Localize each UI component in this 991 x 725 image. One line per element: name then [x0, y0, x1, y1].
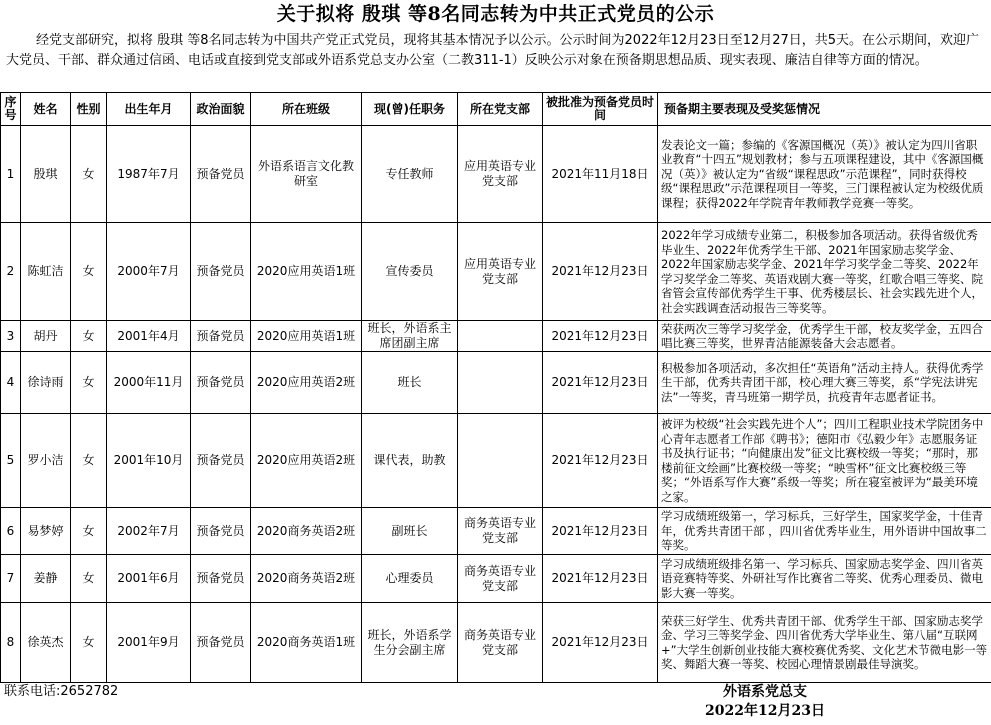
cell-approved: 2021年12月23日	[543, 508, 658, 555]
intro-paragraph: 经党支部研究，拟将 殷琪 等8名同志转为中国共产党正式党员，现将其基本情况予以公示。公示时间为2022年12月23日至12月27日，共5天。在公示期间，欢迎广大党员、干部、群众通过信函、电话或直接到党支部或外语系党总支办公室（二教311-1）反映公示对象在预备期思想品质、现实表现、廉洁自律等方面的情况。	[6, 33, 980, 68]
cell-performance: 学习成绩班级第一，学习标兵，三好学生，国家奖学金，十佳青年，优秀共青团干部 ，四川省优秀毕业生，用外语讲中国故事二等奖。	[658, 508, 991, 555]
table-row	[1, 508, 991, 555]
cell-seq: 8	[1, 603, 21, 683]
cell-performance: 被评为校级“社会实践先进个人”；四川工程职业技术学院团务中心青年志愿者工作部《聘书》；德阳市《弘毅少年》志愿服务证书及执行证书；“向健康出发”征文比赛校级一等奖；“那时，那楼前征文绘画”比赛校级一等奖；“映雪杯”征文比赛校级三等奖；“外语系写作大赛”系级一等奖；所在寝室被评为“最美环境之家。	[658, 414, 991, 508]
cell-class: 2020商务英语2班	[251, 555, 362, 603]
cell-birth: 2001年9月	[107, 603, 191, 683]
cell-performance: 荣获两次三等学习奖学金，优秀学生干部，校友奖学金，五四合唱比赛三等奖，世界青洁能源装备大会志愿者。	[658, 321, 991, 352]
cell-seq: 2	[1, 223, 21, 321]
header-approved: 被批准为预备党员时间	[543, 93, 658, 126]
header-branch: 所在党支部	[458, 93, 543, 126]
cell-position: 班长	[362, 352, 458, 414]
cell-position: 宣传委员	[362, 223, 458, 321]
cell-position: 专任教师	[362, 126, 458, 223]
header-class: 所在班级	[251, 93, 362, 126]
cell-class: 2020商务英语2班	[251, 508, 362, 555]
table-row	[1, 555, 991, 603]
cell-class: 2020应用英语1班	[251, 321, 362, 352]
header-political: 政治面貌	[191, 93, 251, 126]
table-row	[1, 603, 991, 683]
cell-class: 外语系语言文化教研室	[251, 126, 362, 223]
page-title: 关于拟将 殷琪 等8名同志转为中共正式党员的公示	[276, 3, 715, 25]
cell-branch: 商务英语专业党支部	[458, 555, 543, 603]
table-header-row	[1, 93, 991, 126]
header-gender: 性别	[71, 93, 107, 126]
cell-approved: 2021年12月23日	[543, 555, 658, 603]
cell-class: 2020应用英语2班	[251, 414, 362, 508]
cell-seq: 5	[1, 414, 21, 508]
cell-political: 预备党员	[191, 126, 251, 223]
cell-name: 殷琪	[21, 126, 71, 223]
cell-birth: 2002年7月	[107, 508, 191, 555]
cell-gender: 女	[71, 352, 107, 414]
cell-approved: 2021年12月23日	[543, 414, 658, 508]
cell-name: 陈虹洁	[21, 223, 71, 321]
cell-seq: 3	[1, 321, 21, 352]
table-row	[1, 352, 991, 414]
cell-branch: 商务英语专业党支部	[458, 508, 543, 555]
cell-political: 预备党员	[191, 508, 251, 555]
cell-gender: 女	[71, 555, 107, 603]
issuing-office: 外语系党总支	[723, 684, 807, 700]
table-row	[1, 321, 991, 352]
cell-gender: 女	[71, 223, 107, 321]
header-birth: 出生年月	[107, 93, 191, 126]
signature-block	[690, 683, 840, 721]
cell-branch	[458, 321, 543, 352]
cell-gender: 女	[71, 414, 107, 508]
footer	[0, 683, 991, 722]
cell-name: 胡丹	[21, 321, 71, 352]
cell-performance: 积极参加各项活动，多次担任“英语角”活动主持人。获得优秀学生干部，优秀共青团干部，校心理大赛三等奖，系“学宪法讲宪法”一等奖，青马班第一期学员，抗疫青年志愿者证书。	[658, 352, 991, 414]
cell-name: 徐诗雨	[21, 352, 71, 414]
cell-name: 罗小洁	[21, 414, 71, 508]
cell-political: 预备党员	[191, 555, 251, 603]
cell-name: 徐英杰	[21, 603, 71, 683]
cell-birth: 2001年6月	[107, 555, 191, 603]
cell-political: 预备党员	[191, 414, 251, 508]
cell-gender: 女	[71, 603, 107, 683]
header-position: 现(曾)任职务	[362, 93, 458, 126]
cell-gender: 女	[71, 321, 107, 352]
table-row	[1, 223, 991, 321]
cell-birth: 1987年7月	[107, 126, 191, 223]
cell-approved: 2021年12月23日	[543, 352, 658, 414]
cell-branch	[458, 414, 543, 508]
cell-approved: 2021年12月23日	[543, 321, 658, 352]
cell-birth: 2000年11月	[107, 352, 191, 414]
cell-approved: 2021年12月23日	[543, 603, 658, 683]
cell-performance: 荣获三好学生、优秀共青团干部、优秀学生干部、国家励志奖学金、学习三等奖学金、四川省优秀大学毕业生、第八届“互联网+”大学生创新创业技能大赛校赛优秀奖、文化艺术节微电影一等奖、舞蹈大赛一等奖、校园心理情景剧最佳导演奖。	[658, 603, 991, 683]
cell-seq: 1	[1, 126, 21, 223]
cell-birth: 2001年4月	[107, 321, 191, 352]
cell-approved: 2021年12月23日	[543, 223, 658, 321]
cell-position: 班长，外语系学生分会副主席	[362, 603, 458, 683]
cell-class: 2020商务英语1班	[251, 603, 362, 683]
cell-branch: 应用英语专业党支部	[458, 223, 543, 321]
cell-political: 预备党员	[191, 321, 251, 352]
cell-class: 2020应用英语1班	[251, 223, 362, 321]
header-seq: 序号	[1, 93, 21, 126]
cell-gender: 女	[71, 508, 107, 555]
cell-branch: 商务英语专业党支部	[458, 603, 543, 683]
cell-birth: 2001年10月	[107, 414, 191, 508]
cell-performance: 学习成绩班级排名第一、学习标兵、国家励志奖学金、四川省英语竞赛特等奖、外研社写作比赛省二等奖、优秀心理委员、微电影大赛一等奖。	[658, 555, 991, 603]
cell-political: 预备党员	[191, 352, 251, 414]
cell-gender: 女	[71, 126, 107, 223]
cell-position: 班长，外语系主席团副主席	[362, 321, 458, 352]
cell-performance: 2022年学习成绩专业第二，积极参加各项活动。获得省级优秀毕业生、2022年优秀学生干部、2021年国家励志奖学金、2022年国家励志奖学金、2021年学习奖学金二等奖、2022年学习奖学金二等奖、英语戏剧大赛一等奖，红歌合唱三等奖、院省管会宣传部优秀学生干事、优秀楼层长、社会实践先进个人，社会实践调查活动报告三等奖等。	[658, 223, 991, 321]
cell-approved: 2021年11月18日	[543, 126, 658, 223]
candidate-table	[0, 92, 991, 683]
cell-class: 2020应用英语2班	[251, 352, 362, 414]
cell-position: 心理委员	[362, 555, 458, 603]
header-performance: 预备期主要表现及受奖惩情况	[658, 93, 991, 126]
cell-performance: 发表论文一篇；参编的《客源国概况（英）》被认定为四川省职业教育“十四五”规划教材；参与五项课程建设，其中《客源国概况（英）》被认定为“省级“课程思政”示范课程”，同时获得校级“课程思政”示范课程项目一等奖，三门课程被认定为校级优质课程；获得2022年学院青年教师教学竞赛一等奖。	[658, 126, 991, 223]
cell-seq: 4	[1, 352, 21, 414]
table-row	[1, 414, 991, 508]
cell-political: 预备党员	[191, 603, 251, 683]
cell-branch	[458, 352, 543, 414]
cell-seq: 7	[1, 555, 21, 603]
contact-phone: 联系电话:2652782	[4, 684, 119, 699]
cell-name: 姜静	[21, 555, 71, 603]
cell-birth: 2000年7月	[107, 223, 191, 321]
cell-political: 预备党员	[191, 223, 251, 321]
cell-position: 副班长	[362, 508, 458, 555]
cell-name: 易梦婷	[21, 508, 71, 555]
table-row	[1, 126, 991, 223]
cell-seq: 6	[1, 508, 21, 555]
issue-date: 2022年12月23日	[705, 703, 825, 719]
cell-position: 课代表，助教	[362, 414, 458, 508]
header-name: 姓名	[21, 93, 71, 126]
cell-branch: 应用英语专业党支部	[458, 126, 543, 223]
